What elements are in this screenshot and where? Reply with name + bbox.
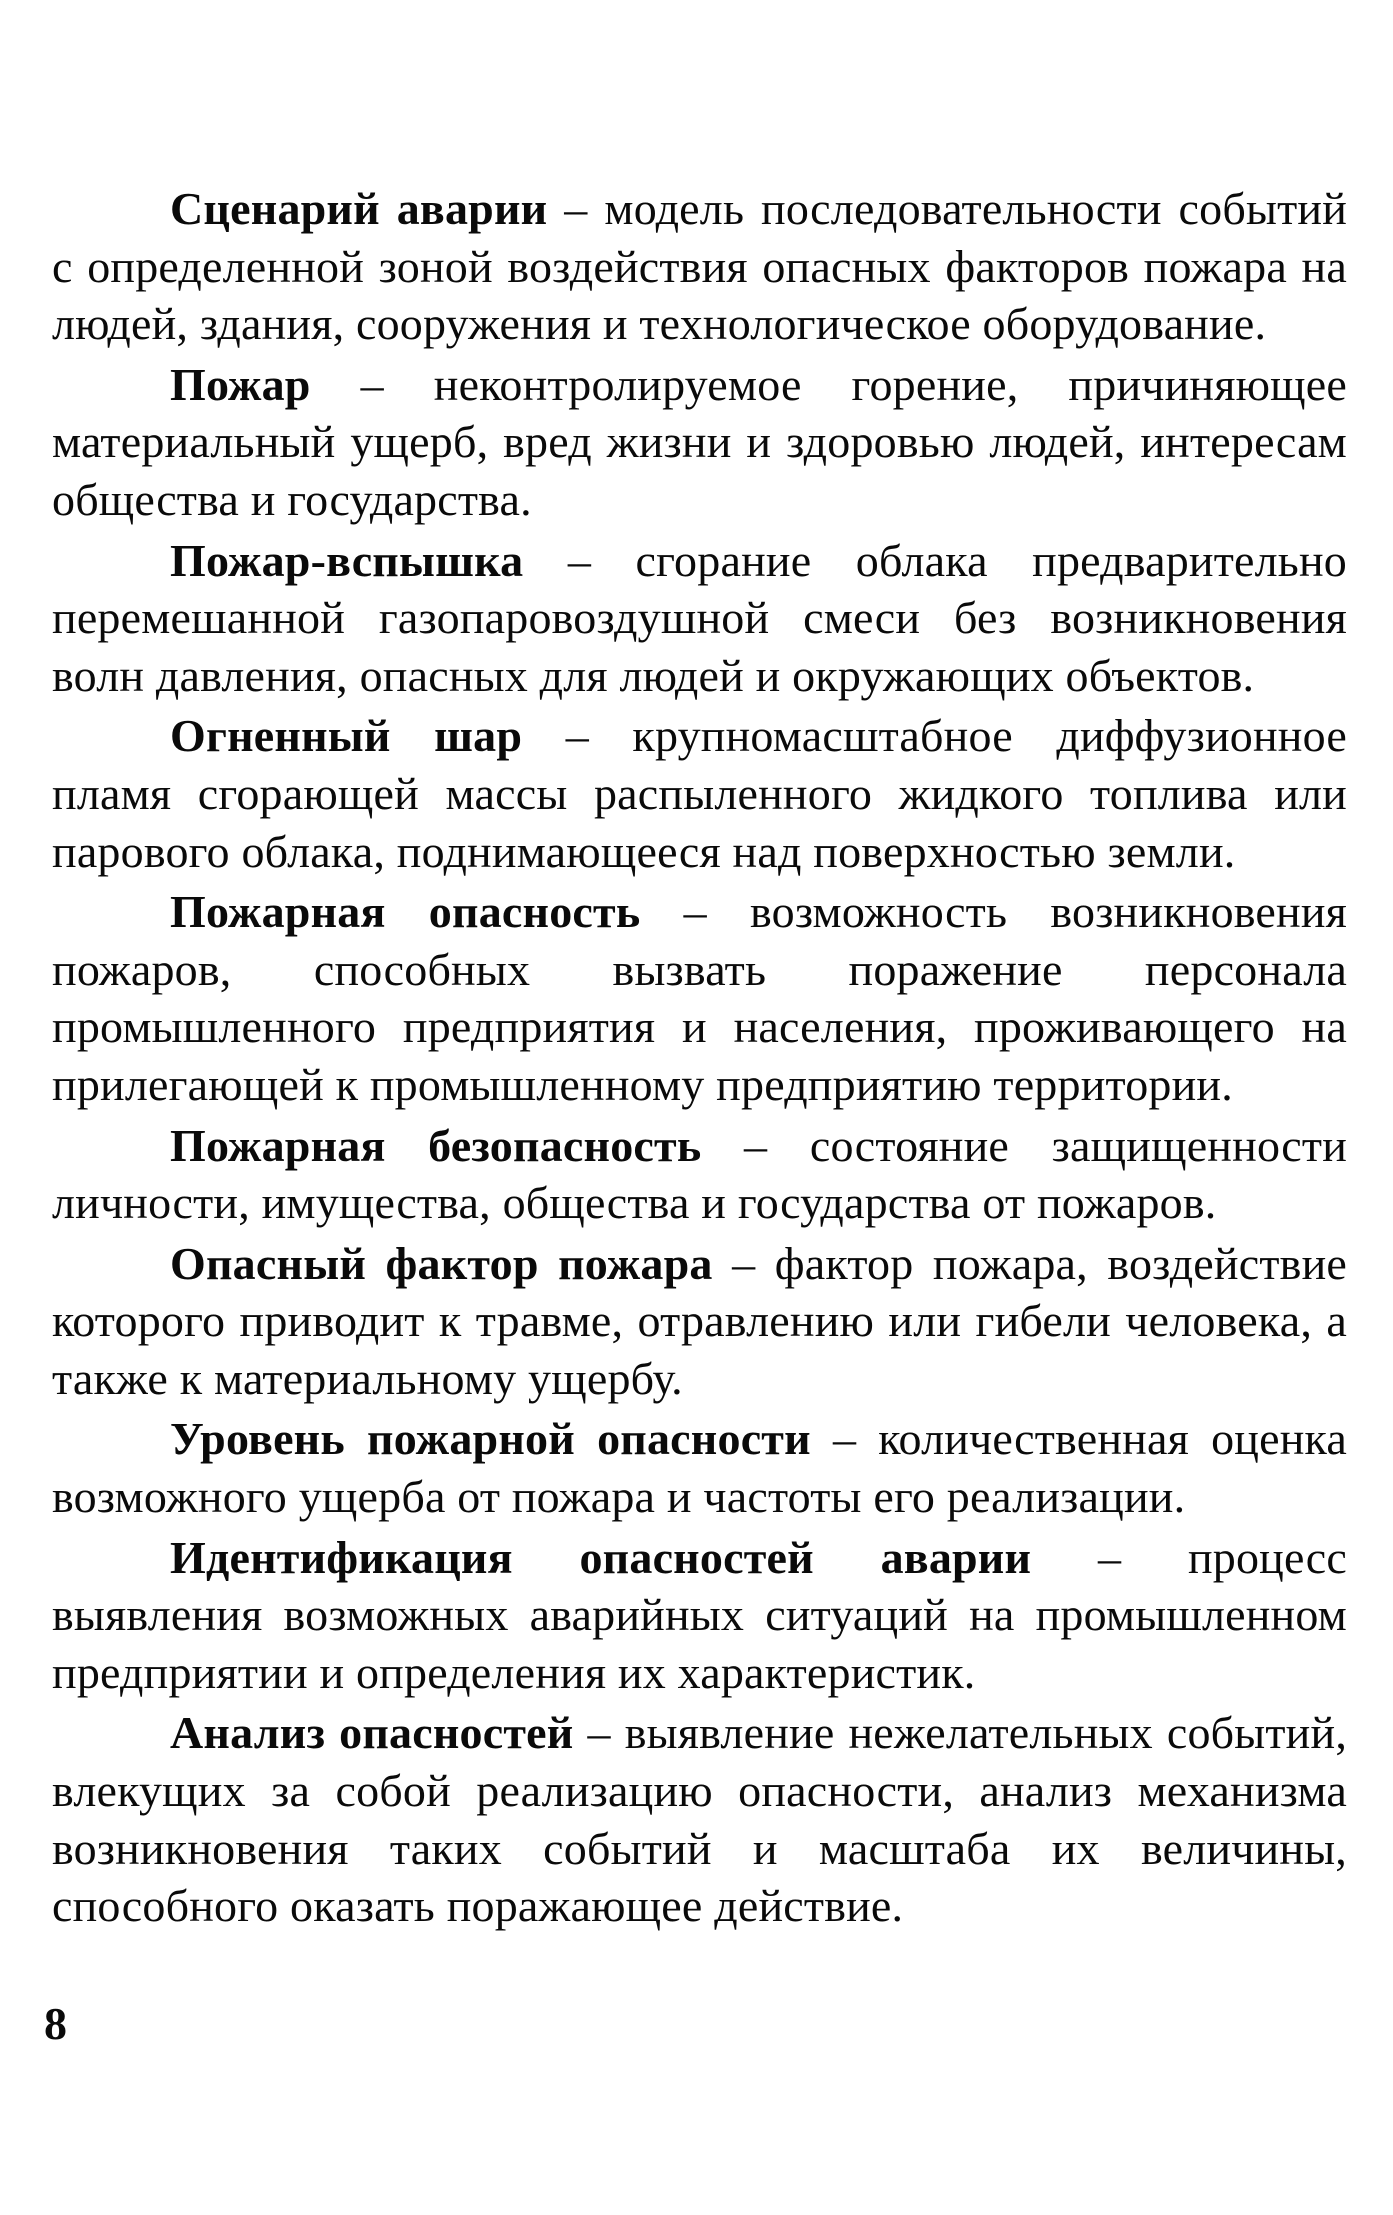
definition-entry (52, 356, 1347, 529)
term: Анализ опасностей (170, 1707, 574, 1759)
definition: выявление нежелательных событий, влекущих за собой реализацию опасности, анализ механизма возникновения таких событий и масштаба их величины, способного оказать поражающее действие. (52, 1707, 1348, 1932)
term: Опасный фактор пожара (170, 1237, 713, 1289)
definition: возможность возникновения пожаров, способных вызвать поражение персонала промышленного предприятия и населения, проживающего на прилегающей к промышленному предприятию территории. (52, 886, 1348, 1110)
term: Огненный шар (170, 710, 523, 762)
dash: – (732, 1237, 756, 1289)
dash: – (360, 358, 384, 410)
term: Пожар (170, 358, 311, 410)
definition-entry (52, 1235, 1347, 1408)
dash: – (683, 886, 707, 938)
dash: – (1098, 1531, 1122, 1583)
definition: фактор пожара, воздействие которого приводит к травме, отравлению или гибели человека, а также к материальному ущербу. (52, 1237, 1348, 1404)
definition-entry (52, 1529, 1347, 1702)
dash: – (565, 710, 589, 762)
term: Пожар-вспышка (170, 534, 524, 586)
term: Уровень пожарной опасности (170, 1413, 811, 1465)
definition: процесс выявления возможных аварийных ситуаций на промышленном предприятии и определения их характеристик. (52, 1531, 1347, 1698)
definition: сгорание облака предварительно перемешанной газопаровоздушной смеси без возникновения волн давления, опасных для людей и окружающих объектов. (52, 534, 1347, 701)
definition: крупномасштабное диффузионное пламя сгорающей массы распыленного жидкого топлива или парового облака, поднимающееся над поверхностью земли. (52, 710, 1347, 877)
term: Пожарная безопасность (170, 1119, 702, 1171)
dash: – (744, 1119, 768, 1171)
document-body (52, 180, 1347, 1938)
dash: – (567, 534, 592, 586)
definition: модель последовательности событий с определенной зоной воздействия опасных факторов пожара на людей, здания, сооружения и технологическое оборудование. (52, 183, 1348, 350)
dash: – (587, 1707, 611, 1759)
dash: – (564, 183, 588, 234)
definition-entry (52, 1117, 1347, 1232)
definition: количественная оценка возможного ущерба от пожара и частоты его реализации. (52, 1413, 1347, 1523)
dash: – (832, 1413, 857, 1465)
definition: неконтролируемое горение, причиняющее материальный ущерб, вред жизни и здоровью людей, интересам общества и государства. (52, 358, 1348, 525)
term: Пожарная опасность (170, 886, 641, 938)
term: Сценарий аварии (170, 183, 548, 234)
definition-entry (52, 1410, 1347, 1525)
definition-entry (52, 883, 1347, 1113)
definition: состояние защищенности личности, имущества, общества и государства от пожаров. (52, 1119, 1348, 1229)
definition-entry (52, 707, 1347, 880)
term: Идентификация опасностей аварии (170, 1531, 1032, 1583)
definition-entry (52, 1704, 1347, 1934)
definition-entry (52, 180, 1347, 353)
page-number: 8 (44, 1998, 67, 2049)
definition-entry (52, 532, 1347, 705)
